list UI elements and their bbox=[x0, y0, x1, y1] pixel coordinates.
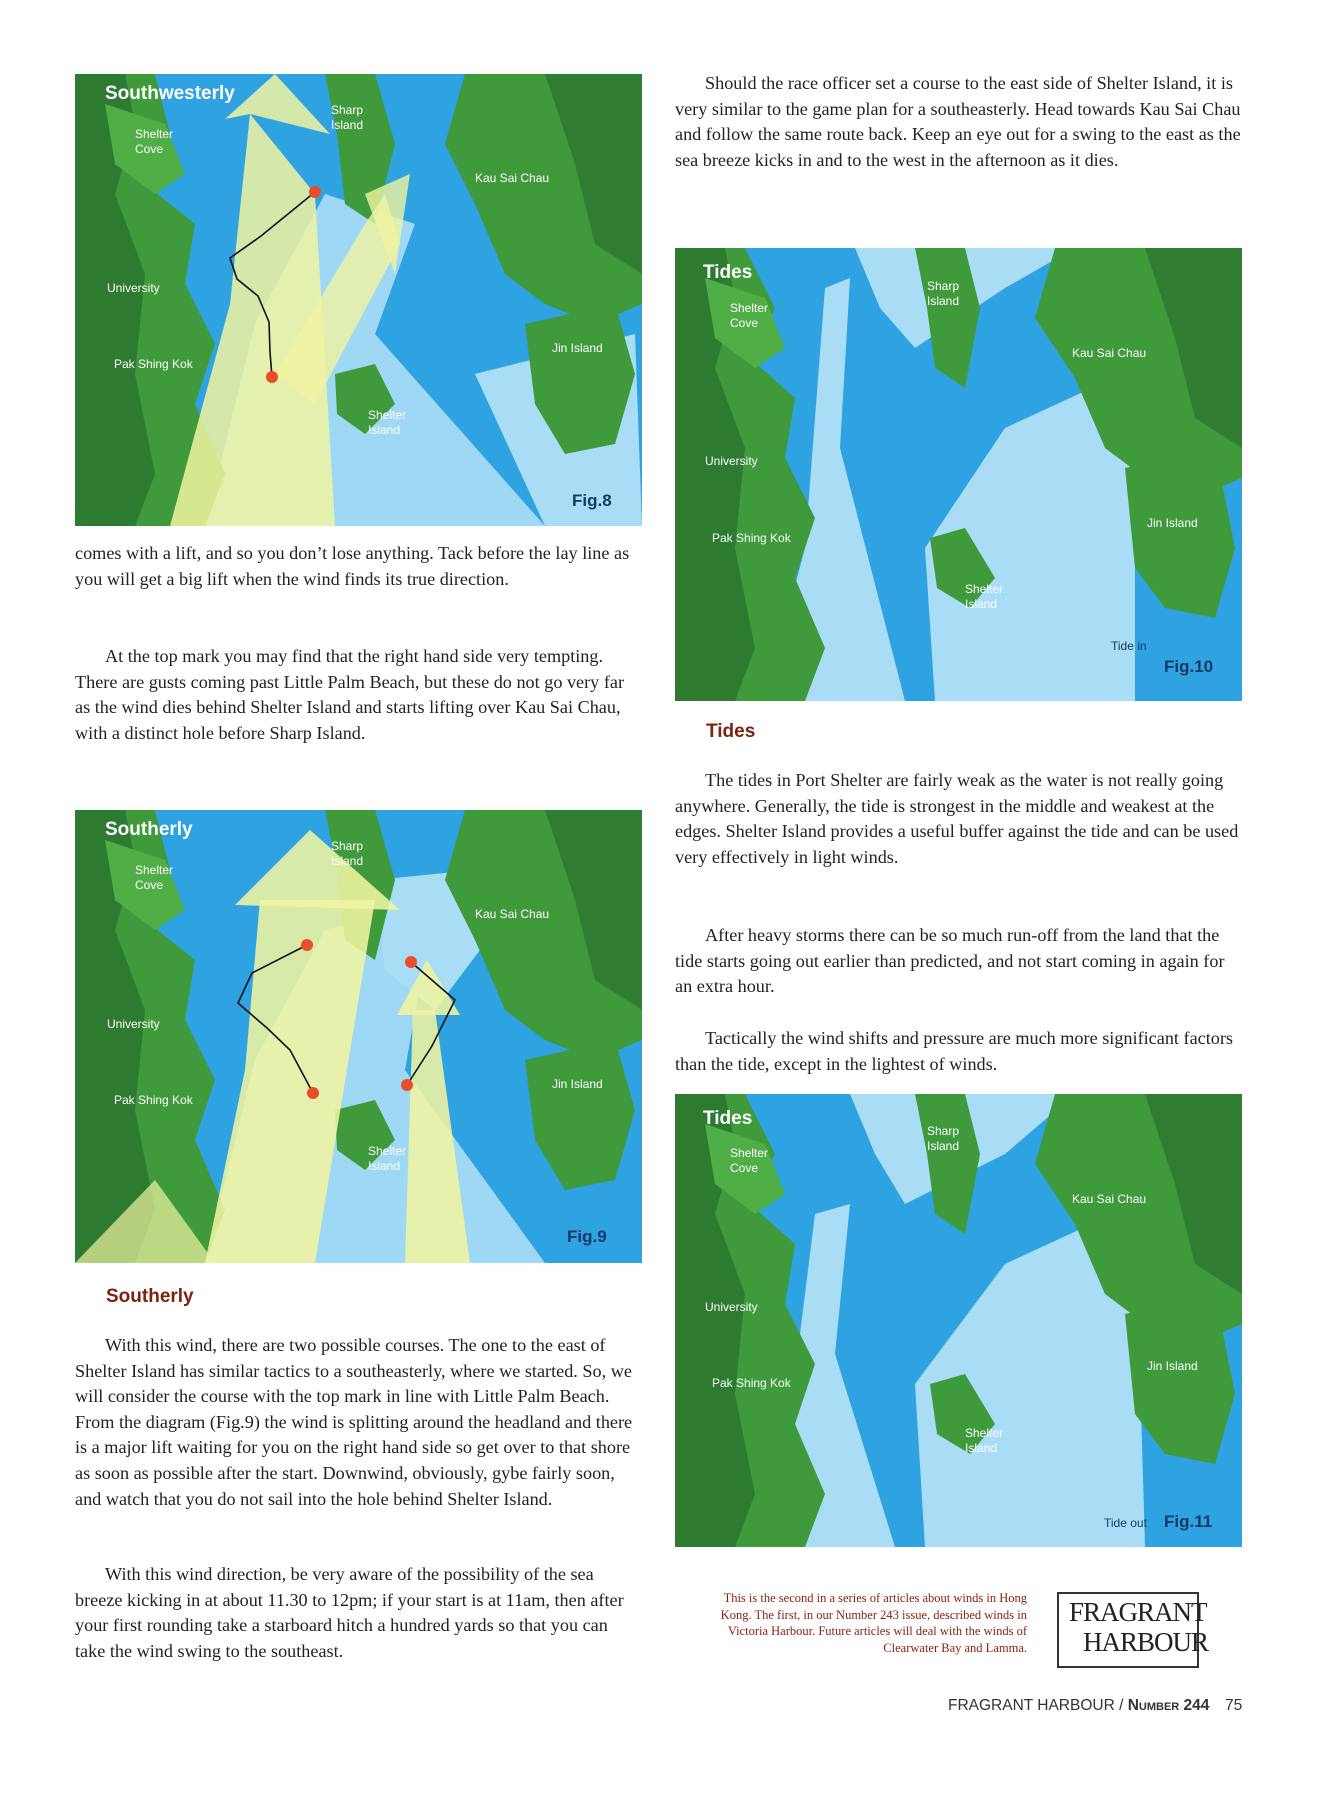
fragrant-harbour-logo bbox=[1057, 1592, 1209, 1668]
figure-number: Fig.10 bbox=[1164, 657, 1214, 676]
start-mark bbox=[309, 186, 321, 198]
footer-issue: Number 244 bbox=[1127, 1697, 1210, 1714]
figure-number: Fig.11 bbox=[1164, 1512, 1213, 1531]
body-paragraph: The tides in Port Shelter are fairly weak as the water is not really going anywhere. Generally, the tide is strongest in the middle and weakest at the edges. Shelter Island provides a useful buffer against the tide and can be used very effectively in light winds. bbox=[675, 770, 1239, 867]
label-shelter-island: Island bbox=[368, 1159, 401, 1173]
label-shelter-island: Island bbox=[965, 1441, 998, 1455]
figure-10-map bbox=[675, 248, 1242, 701]
label-pak-shing-kok: Pak Shing Kok bbox=[114, 357, 193, 371]
label-sharp-island: Island bbox=[927, 1139, 960, 1153]
label-shelter-cove: Shelter bbox=[730, 301, 769, 315]
figure-10-svg bbox=[675, 248, 1242, 701]
label-shelter-cove: Cove bbox=[135, 878, 164, 892]
tide-direction-label: Tide out bbox=[1104, 1516, 1147, 1530]
label-shelter-cove: Shelter bbox=[135, 127, 174, 141]
label-university: University bbox=[705, 454, 758, 468]
label-pak-shing-kok: Pak Shing Kok bbox=[712, 1376, 791, 1390]
label-sharp-island: Sharp bbox=[927, 1124, 960, 1138]
start-mark bbox=[301, 939, 313, 951]
body-paragraph: comes with a lift, and so you don’t lose anything. Tack before the lay line as you will get a big lift when the wind finds its true direction. bbox=[75, 543, 630, 589]
label-jin-island: Jin Island bbox=[1147, 516, 1198, 530]
label-kau-sai-chau: Kau Sai Chau bbox=[1072, 1192, 1147, 1206]
section-heading-tides: Tides bbox=[706, 721, 756, 742]
label-shelter-cove: Cove bbox=[730, 1161, 759, 1175]
logo-line-1: FRAGRANT bbox=[1069, 1597, 1207, 1627]
body-paragraph: Tactically the wind shifts and pressure are much more significant factors than the tide, except in the lightest of winds. bbox=[675, 1028, 1234, 1074]
page-number: 75 bbox=[1225, 1697, 1243, 1714]
figure-9-map bbox=[75, 810, 642, 1263]
label-sharp-island: Island bbox=[927, 294, 960, 308]
body-paragraph: With this wind direction, be very aware of the possibility of the sea breeze kicking in at about 11.30 to 12pm; if your start is at 11am, then after your first rounding take a starboard hitch a hundred yards so that you can take the wind swing to the southeast. bbox=[75, 1564, 624, 1661]
label-pak-shing-kok: Pak Shing Kok bbox=[712, 531, 791, 545]
label-sharp-island: Sharp bbox=[331, 839, 364, 853]
label-jin-island: Jin Island bbox=[552, 341, 603, 355]
label-university: University bbox=[107, 1017, 160, 1031]
label-shelter-island: Shelter bbox=[368, 1144, 407, 1158]
figure-8-svg bbox=[75, 74, 642, 526]
body-paragraph: Should the race officer set a course to the east side of Shelter Island, it is very similar to the game plan for a southeasterly. Head towards Kau Sai Chau and follow the same route back. Keep an eye out for a swing to the east as the sea breeze kicks in and to the west in the afternoon as it dies. bbox=[675, 73, 1241, 170]
top-mark bbox=[307, 1087, 319, 1099]
label-jin-island: Jin Island bbox=[1147, 1359, 1198, 1373]
label-university: University bbox=[107, 281, 160, 295]
figure-title: Southerly bbox=[105, 819, 193, 840]
label-shelter-cove: Shelter bbox=[730, 1146, 769, 1160]
label-sharp-island: Island bbox=[331, 854, 364, 868]
label-shelter-cove: Shelter bbox=[135, 863, 174, 877]
figure-title: Tides bbox=[703, 1108, 753, 1129]
label-sharp-island: Island bbox=[331, 118, 364, 132]
label-kau-sai-chau: Kau Sai Chau bbox=[1072, 346, 1147, 360]
figure-number: Fig.9 bbox=[567, 1227, 607, 1246]
body-paragraph: After heavy storms there can be so much run-off from the land that the tide starts going out earlier than predicted, and not start coming in again for an extra hour. bbox=[675, 925, 1225, 997]
label-sharp-island: Sharp bbox=[927, 279, 960, 293]
figure-title: Tides bbox=[703, 262, 753, 283]
body-paragraph: At the top mark you may find that the right hand side very tempting. There are gusts coming past Little Palm Beach, but these do not go very far as the wind dies behind Shelter Island and starts lifting over Kau Sai Chau, with a distinct hole before Sharp Island. bbox=[75, 646, 625, 743]
figure-11-map bbox=[675, 1094, 1242, 1547]
series-note: This is the second in a series of articles about winds in Hong Kong. The first, in our Number 243 issue, described winds in Victoria Harbour. Future articles will deal with the winds of Clearwater Bay and Lamma. bbox=[720, 1591, 1027, 1655]
label-sharp-island: Sharp bbox=[331, 103, 364, 117]
label-shelter-island: Shelter bbox=[965, 1426, 1004, 1440]
label-shelter-island: Shelter bbox=[965, 582, 1004, 596]
label-jin-island: Jin Island bbox=[552, 1077, 603, 1091]
figure-number: Fig.8 bbox=[572, 491, 612, 510]
figure-8-map bbox=[75, 74, 642, 526]
page-footer bbox=[948, 1697, 1209, 1715]
top-mark bbox=[266, 371, 278, 383]
figure-title: Southwesterly bbox=[105, 83, 235, 104]
label-kau-sai-chau: Kau Sai Chau bbox=[475, 907, 550, 921]
figure-11-svg bbox=[675, 1094, 1242, 1547]
logo-line-2: HARBOUR bbox=[1083, 1627, 1209, 1657]
label-shelter-cove: Cove bbox=[135, 142, 164, 156]
label-shelter-cove: Cove bbox=[730, 316, 759, 330]
east-top-mark bbox=[401, 1079, 413, 1091]
section-heading-southerly: Southerly bbox=[106, 1286, 194, 1307]
label-university: University bbox=[705, 1300, 758, 1314]
east-start-mark bbox=[405, 956, 417, 968]
tide-direction-label: Tide in bbox=[1111, 639, 1147, 653]
footer-magazine: FRAGRANT HARBOUR / bbox=[948, 1697, 1128, 1714]
label-shelter-island: Island bbox=[965, 597, 998, 611]
label-shelter-island: Island bbox=[368, 423, 401, 437]
label-pak-shing-kok: Pak Shing Kok bbox=[114, 1093, 193, 1107]
label-shelter-island: Shelter bbox=[368, 408, 407, 422]
label-kau-sai-chau: Kau Sai Chau bbox=[475, 171, 550, 185]
figure-9-svg bbox=[75, 810, 642, 1263]
body-paragraph: With this wind, there are two possible courses. The one to the east of Shelter Island has similar tactics to a southeasterly, where we started. So, we will consider the course with the top mark in line with Little Palm Beach. From the diagram (Fig.9) the wind is splitting around the headland and there is a major lift waiting for you on the right hand side so get over to that shore as soon as possible after the start. Downwind, obviously, gybe fairly soon, and watch that you do not sail into the hole behind Shelter Island. bbox=[75, 1335, 633, 1509]
